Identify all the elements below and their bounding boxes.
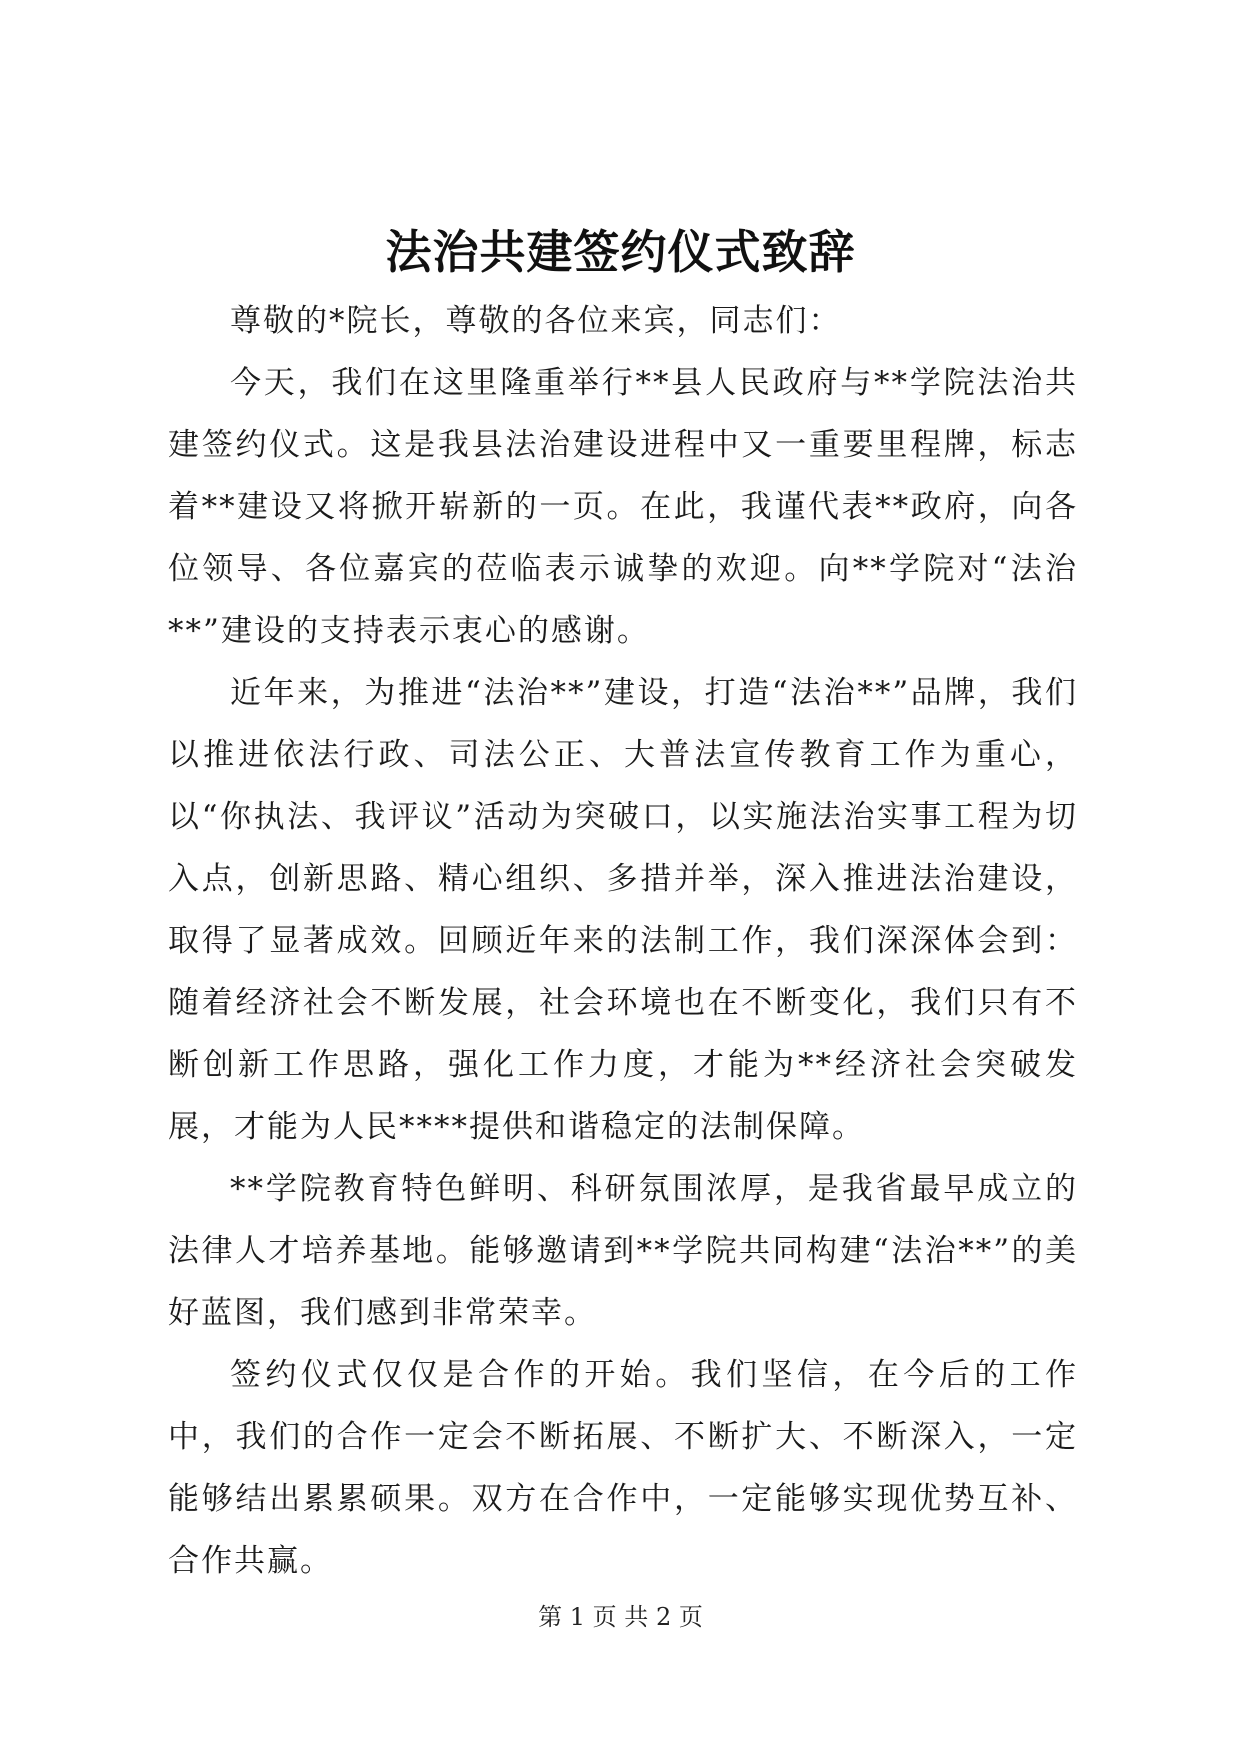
document-title: 法治共建签约仪式致辞 <box>385 225 856 279</box>
body-paragraph: 近年来，为推进“法治**”建设，打造“法治**”品牌，我们以推进依法行政、司法公正、大普法宣传教育工作为重心，以“你执法、我评议”活动为突破口，以实施法治实事工程为切入点，创新思路、精心组织、多措并举，深入推进法治建设，取得了显著成效。回顾近年来的法制工作，我们深深体会到：随着经济社会不断发展，社会环境也在不断变化，我们只有不断创新工作思路，强化工作力度，才能为**经济社会突破发展，才能为人民****提供和谐稳定的法制保障。 <box>168 675 1078 1145</box>
page-footer-indicator: 第 1 页 共 2 页 <box>538 1603 703 1631</box>
document-body <box>168 290 1078 1592</box>
salutation-paragraph: 尊敬的*院长，尊敬的各位来宾，同志们： <box>230 303 842 339</box>
body-paragraph: 今天，我们在这里隆重举行**县人民政府与**学院法治共建签约仪式。这是我县法治建设进程中又一重要里程牌，标志着**建设又将掀开崭新的一页。在此，我谨代表**政府，向各位领导、各位嘉宾的莅临表示诚挚的欢迎。向**学院对“法治**”建设的支持表示衷心的感谢。 <box>168 365 1078 649</box>
body-paragraph: 签约仪式仅仅是合作的开始。我们坚信，在今后的工作中，我们的合作一定会不断拓展、不断扩大、不断深入，一定能够结出累累硕果。双方在合作中，一定能够实现优势互补、合作共赢。 <box>168 1357 1078 1579</box>
body-paragraph: **学院教育特色鲜明、科研氛围浓厚，是我省最早成立的法律人才培养基地。能够邀请到**学院共同构建“法治**”的美好蓝图，我们感到非常荣幸。 <box>168 1171 1078 1331</box>
